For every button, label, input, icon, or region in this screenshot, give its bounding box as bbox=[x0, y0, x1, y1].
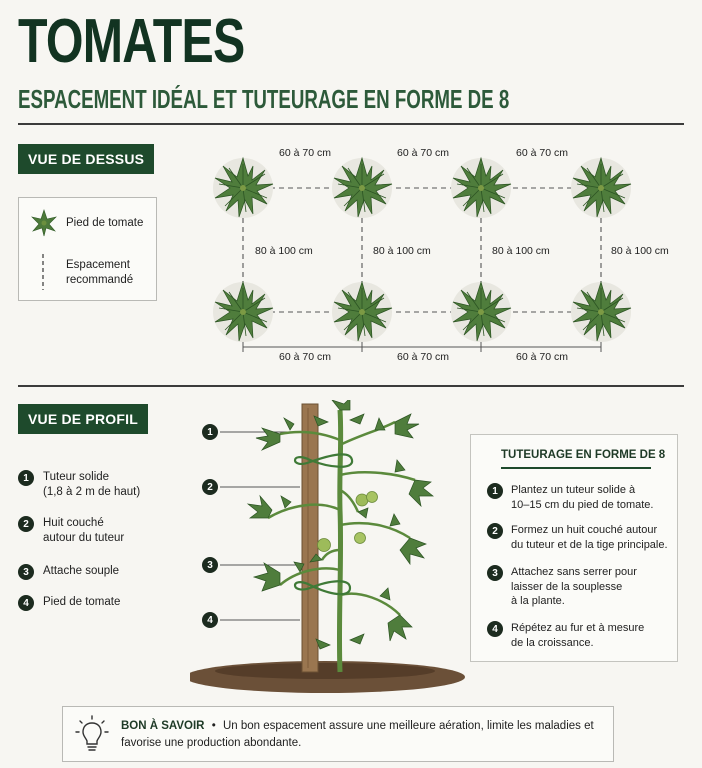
header-divider bbox=[18, 123, 684, 125]
tip-text bbox=[121, 718, 601, 752]
spacing-label-col-3: 80 à 100 cm bbox=[492, 245, 550, 257]
spacing-label-bottom-2: 60 à 70 cm bbox=[397, 351, 449, 363]
legend-spacing-line2: recommandé bbox=[66, 274, 134, 286]
plant-bottom-2 bbox=[332, 282, 392, 342]
plant-bottom-1 bbox=[213, 282, 273, 342]
section-divider bbox=[18, 385, 684, 387]
spacing-label-col-2: 80 à 100 cm bbox=[373, 245, 431, 257]
staking-step-2 bbox=[487, 523, 668, 552]
staking-step-1 bbox=[487, 483, 653, 512]
number-badge: 1 bbox=[487, 483, 503, 499]
number-badge: 4 bbox=[18, 595, 34, 611]
profile-item-1-line1: Tuteur solide bbox=[43, 471, 110, 483]
plant-top-4 bbox=[571, 158, 631, 218]
profile-item-1-line2: (1,8 à 2 m de haut) bbox=[43, 486, 141, 498]
callout-2: 2 bbox=[202, 479, 218, 495]
plant-bottom-3 bbox=[451, 282, 511, 342]
staking-step-3-line3: à la plante. bbox=[511, 595, 565, 607]
spacing-label-bottom-1: 60 à 70 cm bbox=[279, 351, 331, 363]
staking-step-4 bbox=[487, 621, 644, 650]
number-badge: 2 bbox=[487, 523, 503, 539]
staking-step-4-line2: de la croissance. bbox=[511, 636, 594, 649]
staking-panel-rule bbox=[501, 467, 651, 469]
staking-step-1-line1: Plantez un tuteur solide à bbox=[511, 484, 636, 496]
profile-item-2-line1: Huit couché bbox=[43, 517, 104, 529]
legend-box bbox=[18, 197, 157, 301]
spacing-label-col-4: 80 à 100 cm bbox=[611, 245, 669, 257]
callout-1: 1 bbox=[202, 424, 218, 440]
plant-top-3 bbox=[451, 158, 511, 218]
legend-plant-label: Pied de tomate bbox=[66, 217, 144, 229]
number-badge: 3 bbox=[487, 565, 503, 581]
spacing-label-top-1: 60 à 70 cm bbox=[279, 147, 331, 159]
plant-top-2 bbox=[332, 158, 392, 218]
plant-bottom-4 bbox=[571, 282, 631, 342]
page-subtitle: ESPACEMENT IDÉAL ET TUTEURAGE EN FORME DE 8 bbox=[18, 84, 510, 114]
dashed-line-icon bbox=[41, 254, 45, 290]
staking-step-2-line1: Formez un huit couché autour bbox=[511, 524, 658, 536]
plant-top-1 bbox=[213, 158, 273, 218]
staking-step-2-line2: du tuteur et de la tige principale. bbox=[511, 538, 668, 551]
spacing-label-col-1: 80 à 100 cm bbox=[255, 245, 313, 257]
tomato-plant-icon bbox=[29, 208, 59, 238]
tip-box bbox=[62, 706, 614, 762]
profile-item-2 bbox=[18, 516, 124, 546]
page-title: TOMATES bbox=[18, 7, 245, 76]
profile-item-1 bbox=[18, 470, 140, 500]
profile-item-4 bbox=[18, 595, 120, 611]
tip-body: Un bon espacement assure une meilleure aération, limite les maladies et favorise une production abondante. bbox=[121, 720, 594, 749]
spacing-label-top-2: 60 à 70 cm bbox=[397, 147, 449, 159]
legend-spacing-line1: Espacement bbox=[66, 259, 130, 271]
staking-panel bbox=[470, 434, 678, 662]
spacing-label-top-3: 60 à 70 cm bbox=[516, 147, 568, 159]
profile-item-4-line1: Pied de tomate bbox=[43, 596, 121, 608]
staking-step-3-line1: Attachez sans serrer pour bbox=[511, 566, 637, 578]
number-badge: 1 bbox=[18, 470, 34, 486]
legend-spacing-label bbox=[66, 258, 133, 288]
staking-step-3 bbox=[487, 565, 637, 609]
profile-item-3-line1: Attache souple bbox=[43, 565, 120, 577]
profile-view-badge: VUE DE PROFIL bbox=[18, 404, 148, 434]
number-badge: 3 bbox=[18, 564, 34, 580]
tip-label: BON À SAVOIR bbox=[121, 720, 205, 732]
stake bbox=[302, 404, 318, 672]
lightbulb-icon bbox=[75, 715, 109, 753]
number-badge: 4 bbox=[487, 621, 503, 637]
profile-item-3 bbox=[18, 564, 119, 580]
green-tomatoes bbox=[318, 492, 378, 552]
staking-step-3-line2: laisser de la souplesse bbox=[511, 580, 623, 593]
number-badge: 2 bbox=[18, 516, 34, 532]
tomato-plant-illustration bbox=[190, 400, 480, 700]
staking-step-1-line2: 10–15 cm du pied de tomate. bbox=[511, 498, 654, 511]
spacing-label-bottom-3: 60 à 70 cm bbox=[516, 351, 568, 363]
callout-3: 3 bbox=[202, 557, 218, 573]
tip-separator: • bbox=[211, 720, 216, 732]
profile-item-2-line2: autour du tuteur bbox=[43, 532, 125, 544]
top-view-badge: VUE DE DESSUS bbox=[18, 144, 154, 174]
staking-step-4-line1: Répétez au fur et à mesure bbox=[511, 622, 645, 634]
main-stem bbox=[339, 410, 340, 672]
callout-4: 4 bbox=[202, 612, 218, 628]
staking-panel-title: TUTEURAGE EN FORME DE 8 bbox=[501, 449, 666, 461]
